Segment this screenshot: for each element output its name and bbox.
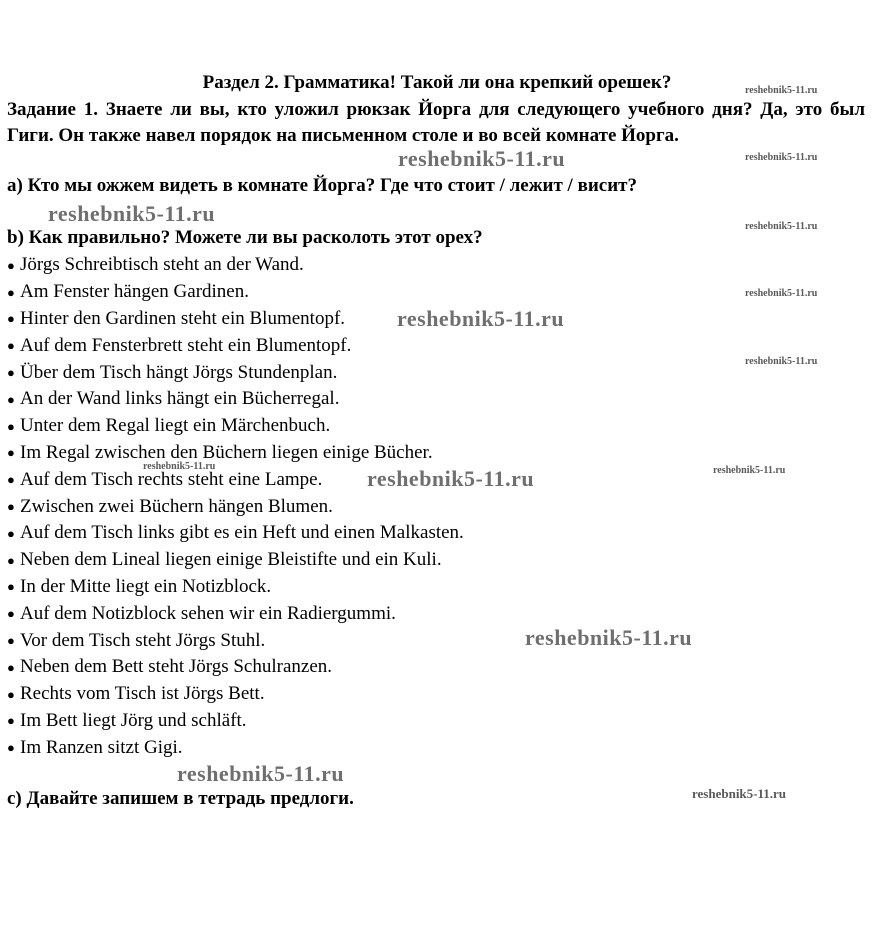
- watermark: reshebnik5-11.ru: [398, 146, 566, 171]
- bullet-icon: ●: [7, 284, 15, 300]
- sentence-text: Im Bett liegt Jörg und schläft.: [20, 709, 247, 731]
- list-item: [7, 734, 464, 761]
- bullet-icon: ●: [7, 338, 15, 354]
- sentence-text: Auf dem Tisch links gibt es ein Heft und einen Malkasten.: [20, 522, 464, 544]
- sentence-text: Über dem Tisch hängt Jörgs Stundenplan.: [20, 361, 338, 383]
- question-a: a) Кто мы ожжем видеть в комнате Йорга? Где что стоит / лежит / висит?: [7, 175, 637, 196]
- sentence-text: Auf dem Tisch rechts steht eine Lampe.: [20, 468, 323, 490]
- list-item: [7, 359, 464, 386]
- watermark: reshebnik5-11.ru: [525, 625, 693, 650]
- list-item: [7, 332, 464, 359]
- task-text: Задание 1. Знаете ли вы, кто уложил рюкзак Йорга для следующего учебного дня? Да, это был Гиги. Он также навел порядок на письменном столе и во всей комнате Йорга.: [7, 99, 865, 146]
- bullet-icon: ●: [7, 552, 15, 568]
- sentence-text: Neben dem Lineal liegen einige Bleistifte und ein Kuli.: [20, 549, 442, 571]
- watermark: reshebnik5-11.ru: [48, 201, 216, 226]
- list-item: [7, 654, 464, 681]
- bullet-icon: ●: [7, 606, 15, 622]
- bullet-icon: ●: [7, 391, 15, 407]
- sentence-text: Vor dem Tisch steht Jörgs Stuhl.: [20, 629, 266, 651]
- sentence-text: Hinter den Gardinen steht ein Blumentopf.: [20, 307, 346, 329]
- list-item: [7, 386, 464, 413]
- list-item: [7, 493, 464, 520]
- sentence-text: In der Mitte liegt ein Notizblock.: [20, 575, 272, 597]
- list-item: [7, 600, 464, 627]
- list-item: [7, 681, 464, 708]
- watermark: reshebnik5-11.ru: [745, 356, 818, 367]
- list-item: [7, 574, 464, 601]
- watermark: reshebnik5-11.ru: [745, 152, 818, 163]
- list-item: [7, 279, 464, 306]
- sentence-list: [7, 252, 464, 761]
- list-item: [7, 440, 464, 467]
- sentence-text: An der Wand links hängt ein Bücherregal.: [20, 388, 340, 410]
- bullet-icon: ●: [7, 740, 15, 756]
- section-title: Раздел 2. Грамматика! Такой ли она крепкий орешек?: [202, 72, 672, 93]
- watermark: reshebnik5-11.ru: [745, 85, 818, 96]
- sentence-text: Im Regal zwischen den Büchern liegen einige Bücher.: [20, 441, 433, 463]
- sentence-text: Neben dem Bett steht Jörgs Schulranzen.: [20, 656, 333, 678]
- watermark: reshebnik5-11.ru: [713, 465, 786, 476]
- list-item: [7, 627, 464, 654]
- bullet-icon: ●: [7, 445, 15, 461]
- sentence-text: Rechts vom Tisch ist Jörgs Bett.: [20, 683, 265, 705]
- bullet-icon: ●: [7, 257, 15, 273]
- bullet-icon: ●: [7, 365, 15, 381]
- sentence-text: Am Fenster hängen Gardinen.: [20, 281, 249, 303]
- bullet-icon: ●: [7, 525, 15, 541]
- watermark: reshebnik5-11.ru: [177, 761, 345, 786]
- bullet-icon: ●: [7, 686, 15, 702]
- bullet-icon: ●: [7, 579, 15, 595]
- bullet-icon: ●: [7, 633, 15, 649]
- sentence-text: Auf dem Fensterbrett steht ein Blumentopf.: [20, 334, 352, 356]
- watermark: reshebnik5-11.ru: [143, 461, 216, 472]
- bullet-icon: ●: [7, 418, 15, 434]
- list-item: [7, 413, 464, 440]
- list-item: [7, 252, 464, 279]
- watermark: reshebnik5-11.ru: [692, 786, 787, 801]
- watermark: reshebnik5-11.ru: [745, 221, 818, 232]
- watermark: reshebnik5-11.ru: [367, 466, 535, 491]
- list-item: [7, 547, 464, 574]
- bullet-icon: ●: [7, 472, 15, 488]
- sentence-text: Auf dem Notizblock sehen wir ein Radiergummi.: [20, 602, 396, 624]
- list-item: [7, 708, 464, 735]
- bullet-icon: ●: [7, 311, 15, 327]
- question-c: c) Давайте запишем в тетрадь предлоги.: [7, 788, 354, 809]
- watermark: reshebnik5-11.ru: [397, 306, 565, 331]
- list-item: [7, 520, 464, 547]
- sentence-text: Zwischen zwei Büchern hängen Blumen.: [20, 495, 333, 517]
- sentence-text: Im Ranzen sitzt Gigi.: [20, 736, 183, 758]
- sentence-text: Unter dem Regal liegt ein Märchenbuch.: [20, 415, 331, 437]
- sentence-text: Jörgs Schreibtisch steht an der Wand.: [20, 254, 304, 276]
- watermark: reshebnik5-11.ru: [745, 288, 818, 299]
- bullet-icon: ●: [7, 713, 15, 729]
- list-item: [7, 306, 464, 333]
- bullet-icon: ●: [7, 499, 15, 515]
- bullet-icon: ●: [7, 659, 15, 675]
- question-b: b) Как правильно? Можете ли вы расколоть этот орех?: [7, 227, 483, 248]
